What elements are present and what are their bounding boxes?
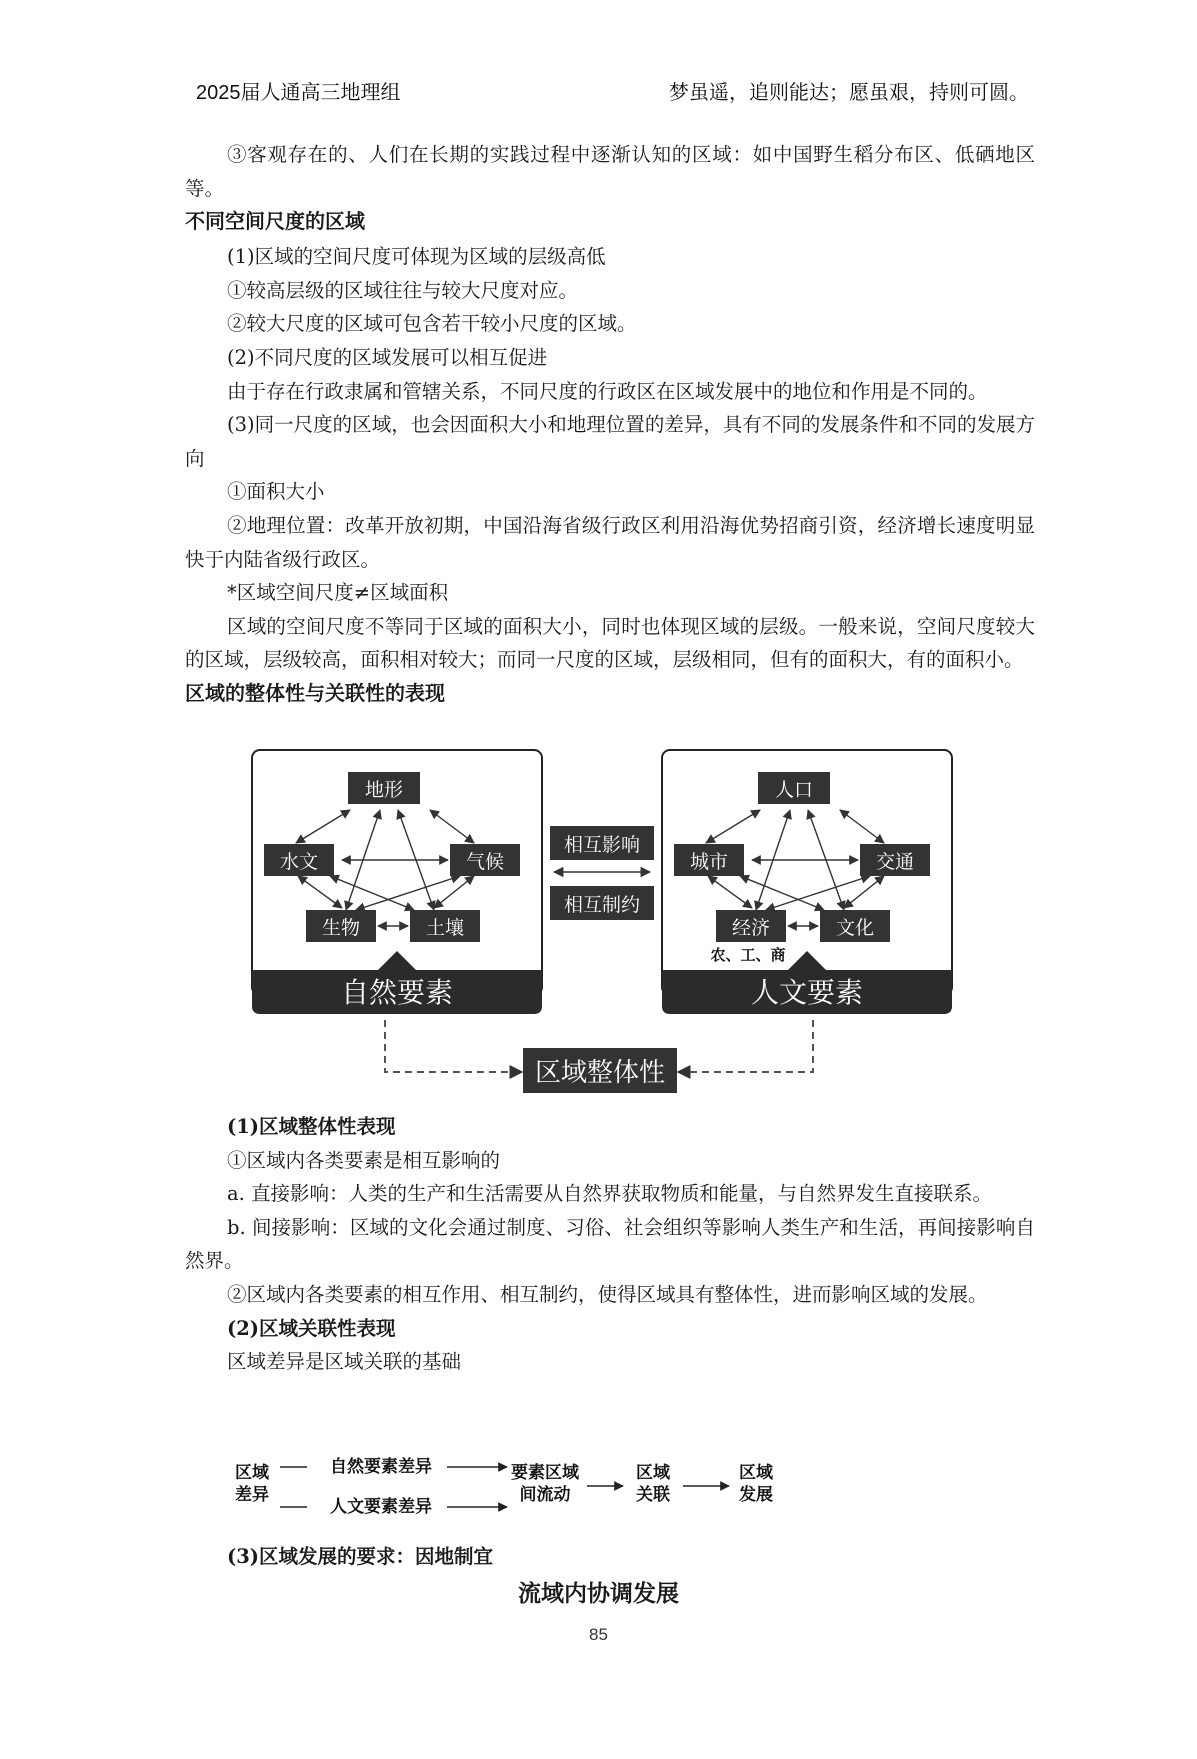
svg-text:城市: 城市: [689, 851, 729, 873]
svg-text:地形: 地形: [364, 779, 404, 801]
human-elements-panel: [662, 750, 952, 1014]
flow-node-flow-1: 要素区域: [511, 1463, 579, 1483]
paragraph: (2)不同尺度的区域发展可以相互促进: [227, 345, 548, 369]
node-economy: [716, 910, 786, 942]
svg-text:水文: 水文: [279, 851, 319, 873]
natural-elements-panel: [252, 750, 542, 1014]
next-section-title: 流域内协调发展: [518, 1580, 679, 1606]
paragraph: ③客观存在的、人们在长期的实践过程中逐渐认知的区域：如中国野生稻分布区、低硒地区等。: [185, 143, 1035, 200]
section-heading: 区域的整体性与关联性的表现: [185, 682, 445, 705]
paragraph: 区域差异是区域关联的基础: [227, 1350, 462, 1374]
paragraph: ②地理位置：改革开放初期，中国沿海省级行政区利用沿海优势招商引资，经济增长速度明显快于内陆省级行政区。: [185, 513, 1035, 571]
svg-text:经济: 经济: [731, 917, 771, 939]
paragraph: (3)区域发展的要求：因地制宜: [227, 1545, 494, 1568]
paragraph: *区域空间尺度≠区域面积: [227, 581, 449, 605]
regional-integrity-box: [523, 1048, 677, 1093]
section-heading: 不同空间尺度的区域: [185, 211, 365, 234]
human-elements-label: 人文要素: [750, 976, 864, 1009]
mutual-relation: [550, 826, 654, 920]
paragraph: ②较大尺度的区域可包含若干较小尺度的区域。: [227, 312, 637, 336]
node-climate: [450, 844, 520, 876]
header-left: 2025届人通高三地理组: [196, 82, 401, 104]
flow-node-link-1: 区域: [636, 1463, 670, 1483]
flow-node-difference-1: 区域: [235, 1463, 269, 1483]
paragraph: 由于存在行政隶属和管辖关系，不同尺度的行政区在区域发展中的地位和作用是不同的。: [227, 379, 988, 403]
svg-text:气候: 气候: [465, 851, 505, 873]
paragraph: 区域的空间尺度不等同于区域的面积大小，同时也体现区域的层级。一般来说，空间尺度较大的区域，层级较高，面积相对较大；而同一尺度的区域，层级相同，但有的面积大，有的面积小。: [185, 614, 1035, 672]
node-hydrology: [264, 844, 334, 876]
node-terrain: [348, 772, 420, 804]
flow-edge-natural: 自然要素差异: [330, 1457, 432, 1477]
paragraph: (1)区域的空间尺度可体现为区域的层级高低: [227, 245, 606, 269]
node-soil: [410, 910, 480, 942]
svg-text:土壤: 土壤: [425, 917, 465, 939]
svg-text:人口: 人口: [774, 779, 814, 801]
paragraph: a. 直接影响：人类的生产和生活需要从自然界获取物质和能量，与自然界发生直接联系。: [227, 1182, 993, 1206]
header-right: 梦虽遥，追则能达；愿虽艰，持则可圆。: [669, 82, 1029, 104]
node-transport: [860, 844, 930, 876]
paragraph: ①区域内各类要素是相互影响的: [227, 1148, 501, 1172]
page-number: 85: [589, 1625, 608, 1644]
paragraph: b. 间接影响：区域的文化会通过制度、习俗、社会组织等影响人类生产和生活，再间接影响自然界。: [185, 1215, 1035, 1273]
flow-node-link-2: 关联: [636, 1485, 670, 1505]
regional-integrity-label: 区域整体性: [534, 1058, 666, 1088]
mutual-influence-label: 相互影响: [563, 834, 641, 856]
node-biology: [306, 910, 376, 942]
section-region-scale: [185, 138, 1035, 712]
paragraph: (1)区域整体性表现: [227, 1115, 396, 1138]
paragraph: (3)同一尺度的区域，也会因面积大小和地理位置的差异，具有不同的发展条件和不同的发展方向: [185, 413, 1035, 470]
tail-section: [185, 1540, 1035, 1574]
svg-text:生物: 生物: [321, 917, 361, 939]
flow-edge-human: 人文要素差异: [330, 1497, 432, 1517]
flow-node-flow-2: 间流动: [519, 1485, 571, 1505]
node-city: [674, 844, 744, 876]
paragraph: (2)区域关联性表现: [227, 1316, 396, 1340]
node-population: [758, 772, 830, 804]
mutual-restraint-label: 相互制约: [563, 894, 641, 916]
svg-text:文化: 文化: [835, 917, 875, 939]
economy-sectors-label: 农、工、商: [710, 946, 786, 964]
flow-node-difference-2: 差异: [235, 1485, 269, 1505]
svg-text:交通: 交通: [875, 851, 915, 873]
paragraph: ①较高层级的区域往往与较大尺度对应。: [227, 278, 579, 302]
flow-node-dev-2: 发展: [739, 1485, 773, 1505]
integrity-diagram: [250, 748, 970, 1093]
paragraph: ①面积大小: [227, 480, 325, 504]
paragraph: ②区域内各类要素的相互作用、相互制约，使得区域具有整体性，进而影响区域的发展。: [227, 1282, 988, 1306]
correlation-flow-diagram: [225, 1450, 785, 1520]
natural-elements-label: 自然要素: [340, 976, 454, 1009]
flow-node-dev-1: 区域: [739, 1463, 773, 1483]
section-integrity-correlation: [185, 1110, 1035, 1379]
node-culture: [820, 910, 890, 942]
